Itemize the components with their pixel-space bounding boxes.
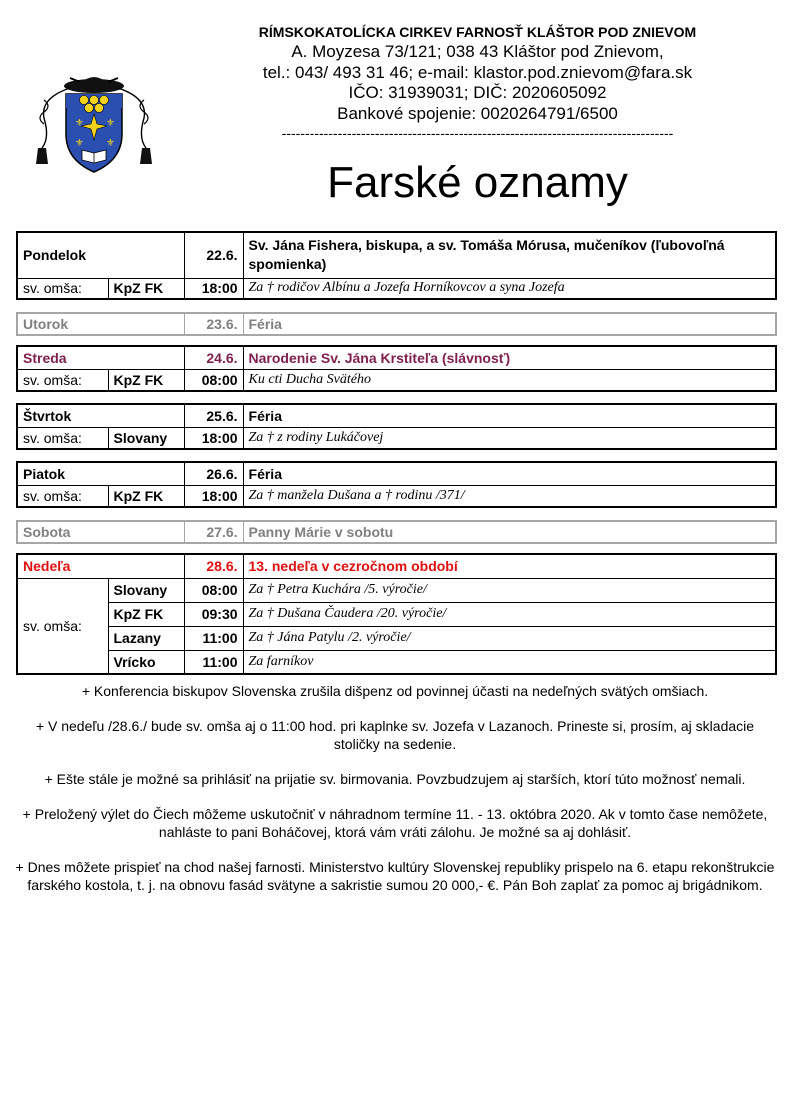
mass-time: 18:00: [184, 427, 243, 449]
mass-intention: Za † Petra Kuchára /5. výročie/: [243, 578, 776, 602]
mass-label: sv. omša:: [17, 578, 108, 674]
mass-intention: Za farníkov: [243, 650, 776, 674]
day-date: 23.6.: [184, 313, 243, 335]
announcement: + Dnes môžete prispieť na chod našej farnosti. Ministerstvo kultúry Slovenskej republiky prispelo na 6. etapu rekonštrukcie farského kostola, t. j. na obnovu fasád svätyne a sakristie sumou 20 000,- €. Pán Boh zaplať za pomoc aj brigádnikom.: [15, 859, 775, 893]
mass-time: 08:00: [184, 369, 243, 391]
mass-label: sv. omša:: [17, 278, 108, 299]
header-separator: ------------------------------------------------------------------------------------: [281, 126, 674, 140]
mass-time: 11:00: [184, 650, 243, 674]
mass-place: Vrícko: [108, 650, 184, 674]
announcement: + Konferencia biskupov Slovenska zrušila dišpenz od povinnej účasti na nedeľných svätých omšiach.: [81, 683, 709, 699]
svg-text:⚜: ⚜: [106, 118, 115, 129]
mass-intention: Za † rodičov Albínu a Jozefa Horníkovcov a syna Jozefa: [243, 278, 776, 299]
day-saint: Féria: [243, 313, 776, 335]
tax-ids: IČO: 31939031; DIČ: 2020605092: [348, 83, 607, 102]
mass-time: 09:30: [184, 602, 243, 626]
day-name: Štvrtok: [17, 404, 184, 427]
mass-place: KpZ FK: [108, 278, 184, 299]
day-date: 22.6.: [184, 232, 243, 278]
mass-place: Slovany: [108, 427, 184, 449]
page-title: Farské oznamy: [327, 158, 628, 207]
day-monday: [16, 231, 777, 300]
day-thursday: [16, 403, 777, 450]
day-name: Sobota: [17, 521, 184, 543]
address: A. Moyzesa 73/121; 038 43 Kláštor pod Znievom,: [291, 42, 664, 61]
day-saturday: [16, 520, 777, 544]
mass-place: KpZ FK: [108, 369, 184, 391]
mass-time: 11:00: [184, 626, 243, 650]
mass-label: sv. omša:: [17, 427, 108, 449]
bank-account: Bankové spojenie: 0020264791/6500: [337, 103, 618, 123]
mass-place: Slovany: [108, 578, 184, 602]
mass-time: 08:00: [184, 578, 243, 602]
day-name: Pondelok: [17, 232, 184, 278]
svg-text:⚜: ⚜: [75, 118, 84, 129]
announcements: [14, 682, 776, 911]
parish-coat-of-arms: [30, 68, 158, 178]
mass-intention: Za † Dušana Čaudera /20. výročie/: [243, 602, 776, 626]
announcement: + V nedeľu /28.6./ bude sv. omša aj o 11:00 hod. pri kaplnke sv. Jozefa v Lazanoch. Prineste si, prosím, aj skladacie stoličky na sedenie.: [35, 718, 755, 752]
day-date: 27.6.: [184, 521, 243, 543]
mass-place: Lazany: [108, 626, 184, 650]
day-tuesday: [16, 312, 777, 336]
mass-label: sv. omša:: [17, 369, 108, 391]
mass-intention: Ku cti Ducha Svätého: [243, 369, 776, 391]
day-saint: 13. nedeľa v cezročnom období: [243, 554, 776, 578]
day-sunday: [16, 553, 777, 675]
mass-time: 18:00: [184, 278, 243, 299]
day-saint: Narodenie Sv. Jána Krstiteľa (slávnosť): [243, 346, 776, 369]
mass-intention: Za † Jána Patylu /2. výročie/: [243, 626, 776, 650]
day-saint: Féria: [243, 462, 776, 485]
day-date: 25.6.: [184, 404, 243, 427]
day-saint: Panny Márie v sobotu: [243, 521, 776, 543]
contact: tel.: 043/ 493 31 46; e-mail: klastor.pod.znievom@fara.sk: [262, 62, 693, 82]
day-name: Nedeľa: [17, 554, 184, 578]
org-name: RÍMSKOKATOLÍCKA CIRKEV FARNOSŤ KLÁŠTOR POD ZNIEVOM: [258, 24, 697, 40]
announcement: + Ešte stále je možné sa prihlásiť na prijatie sv. birmovania. Povzbudzujem aj starších, ktorí túto možnosť nemali.: [44, 771, 746, 787]
day-name: Utorok: [17, 313, 184, 335]
mass-intention: Za † z rodiny Lukáčovej: [243, 427, 776, 449]
day-saint: Féria: [243, 404, 776, 427]
mass-place: KpZ FK: [108, 602, 184, 626]
mass-place: KpZ FK: [108, 485, 184, 507]
day-wednesday: [16, 345, 777, 392]
svg-text:⚜: ⚜: [75, 138, 84, 149]
svg-text:⚜: ⚜: [106, 138, 115, 149]
parish-header: [215, 22, 740, 140]
day-date: 26.6.: [184, 462, 243, 485]
day-date: 24.6.: [184, 346, 243, 369]
day-date: 28.6.: [184, 554, 243, 578]
day-saint: Sv. Jána Fishera, biskupa, a sv. Tomáša Mórusa, mučeníkov (ľubovoľná spomienka): [243, 232, 776, 278]
day-friday: [16, 461, 777, 508]
day-name: Streda: [17, 346, 184, 369]
mass-time: 18:00: [184, 485, 243, 507]
day-name: Piatok: [17, 462, 184, 485]
mass-label: sv. omša:: [17, 485, 108, 507]
mass-intention: Za † manžela Dušana a † rodinu /371/: [243, 485, 776, 507]
announcement: + Preložený výlet do Čiech môžeme uskutočniť v náhradnom termíne 11. - 13. októbra 2020. Ak v tomto čase nemôžete, nahláste to pani Boháčovej, ktorá vám vráti zálohu. Je možné sa aj dohlásiť.: [22, 806, 768, 840]
